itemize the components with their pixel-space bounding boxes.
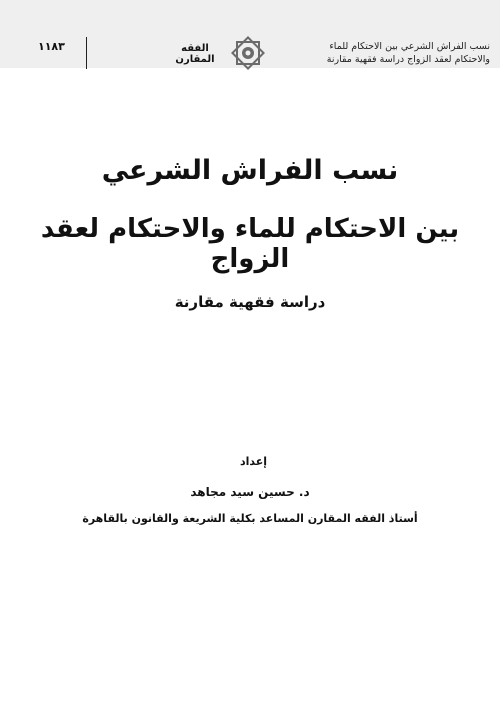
page-number: ١١٨٣ [38, 40, 65, 53]
star-ornament-icon [228, 33, 268, 73]
title-line2: بين الاحتكام للماء والاحتكام لعقد الزواج [40, 214, 460, 274]
running-title [270, 40, 490, 66]
title-line1: نسب الفراش الشرعي [101, 155, 399, 186]
section-name: الفقه المقارن [175, 43, 215, 65]
running-header [0, 0, 500, 68]
author-affiliation: أستاذ الفقه المقارن المساعد بكلية الشريعة والقانون بالقاهرة [82, 512, 418, 525]
header-divider [86, 37, 87, 69]
prepared-by-label: إعداد [239, 455, 267, 468]
running-title-line2: والاحتكام لعقد الزواج دراسة فقهية مقارنة [326, 54, 490, 65]
subtitle: دراسة فقهية مقارنة [174, 293, 326, 311]
author-name: د. حسين سيد مجاهد [190, 485, 310, 499]
running-title-line1: نسب الفراش الشرعي بين الاحتكام للماء [329, 41, 490, 52]
